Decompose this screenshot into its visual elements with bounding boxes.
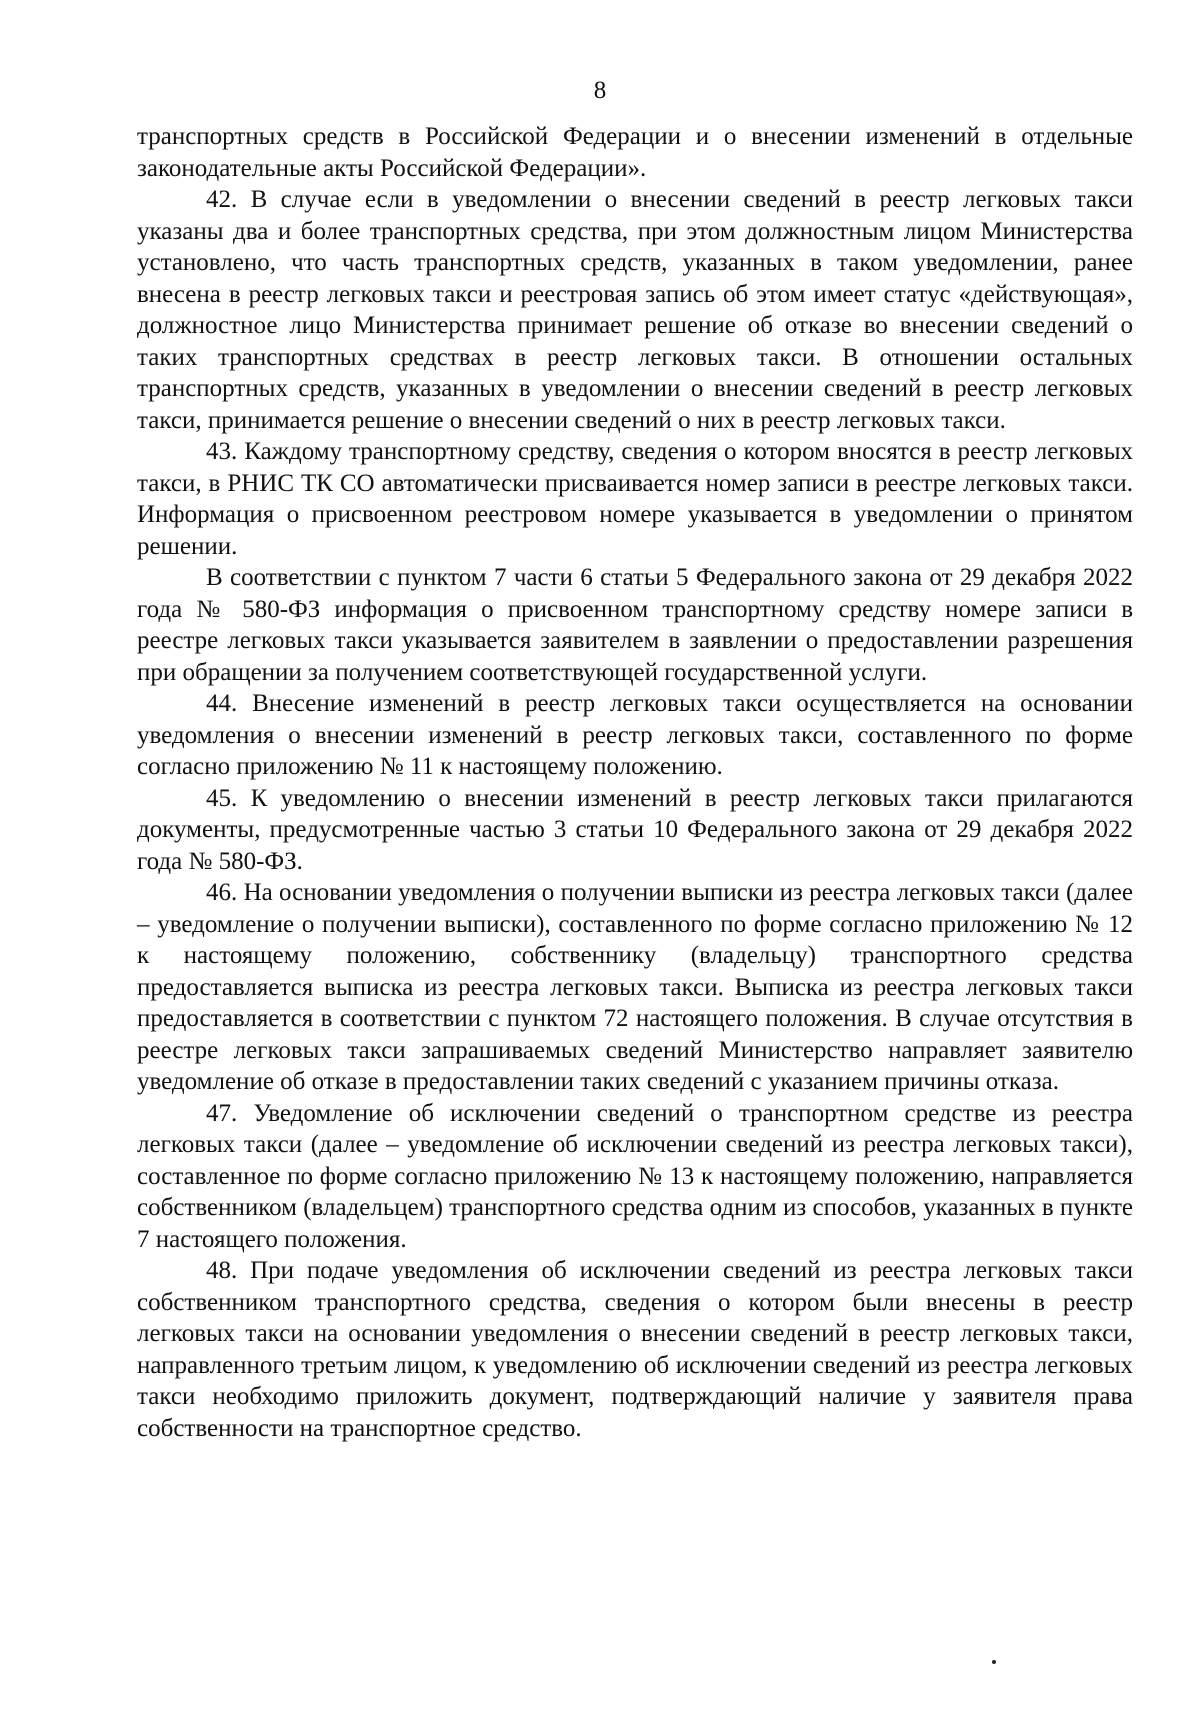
paragraph-43-continued: В соответствии с пунктом 7 части 6 статьи 5 Федерального закона от 29 декабря 2022 года № 580-ФЗ информация о присвоенном транспортному средству номере записи в реестре легковых такси указывается заявителем в заявлении о предоставлении разрешения при обращении за получением соответствующей государственной услуги. — [137, 564, 1133, 686]
scan-speck — [992, 1660, 996, 1664]
paragraph-46: 46. На основании уведомления о получении выписки из реестра легковых такси (далее – уведомление о получении выписки), составленного по форме согласно приложению № 12 к настоящему положению, собственнику (владельцу) транспортного средства предоставляется выписка из реестра легковых такси. Выписка из реестра легковых такси предоставляется в соответствии с пунктом 72 настоящего положения. В случае отсутствия в реестре легковых такси запрашиваемых сведений Министерство направляет заявителю уведомление об отказе в предоставлении таких сведений с указанием причины отказа. — [137, 879, 1133, 1095]
document-body — [137, 121, 1133, 1444]
paragraph-48: 48. При подаче уведомления об исключении сведений из реестра легковых такси собственником транспортного средства, сведения о котором были внесены в реестр легковых такси на основании уведомления о внесении сведений в реестр легковых такси, направленного третьим лицом, к уведомлению об исключении сведений из реестра легковых такси необходимо приложить документ, подтверждающий наличие у заявителя права собственности на транспортное средство. — [137, 1257, 1133, 1442]
paragraph-44: 44. Внесение изменений в реестр легковых такси осуществляется на основании уведомления о внесении изменений в реестр легковых такси, составленного по форме согласно приложению № 11 к настоящему положению. — [137, 690, 1133, 780]
page-number: 8 — [593, 77, 607, 104]
paragraph-47: 47. Уведомление об исключении сведений о транспортном средстве из реестра легковых такси (далее – уведомление об исключении сведений из реестра легковых такси), составленное по форме согласно приложению № 13 к настоящему положению, направляется собственником (владельцем) транспортного средства одним из способов, указанных в пункте 7 настоящего положения. — [137, 1099, 1133, 1253]
paragraph-45: 45. К уведомлению о внесении изменений в реестр легковых такси прилагаются документы, предусмотренные частью 3 статьи 10 Федерального закона от 29 декабря 2022 года № 580-ФЗ. — [137, 784, 1133, 875]
paragraph-43: 43. Каждому транспортному средству, сведения о котором вносятся в реестр легковых такси, в РНИС ТК СО автоматически присваивается номер записи в реестре легковых такси. Информация о присвоенном реестровом номере указывается в уведомлении о принятом решении. — [137, 438, 1133, 560]
paragraph-42: 42. В случае если в уведомлении о внесении сведений в реестр легковых такси указаны два и более транспортных средства, при этом должностным лицом Министерства установлено, что часть транспортных средств, указанных в таком уведомлении, ранее внесена в реестр легковых такси и реестровая запись об этом имеет статус «действующая», должностное лицо Министерства принимает решение об отказе во внесении сведений о таких транспортных средствах в реестр легковых такси. В отношении остальных транспортных средств, указанных в уведомлении о внесении сведений в реестр легковых такси, принимается решение о внесении сведений о них в реестр легковых такси. — [137, 186, 1133, 434]
paragraph-continuation: транспортных средств в Российской Федерации и о внесении изменений в отдельные законодательные акты Российской Федерации». — [137, 123, 1133, 182]
